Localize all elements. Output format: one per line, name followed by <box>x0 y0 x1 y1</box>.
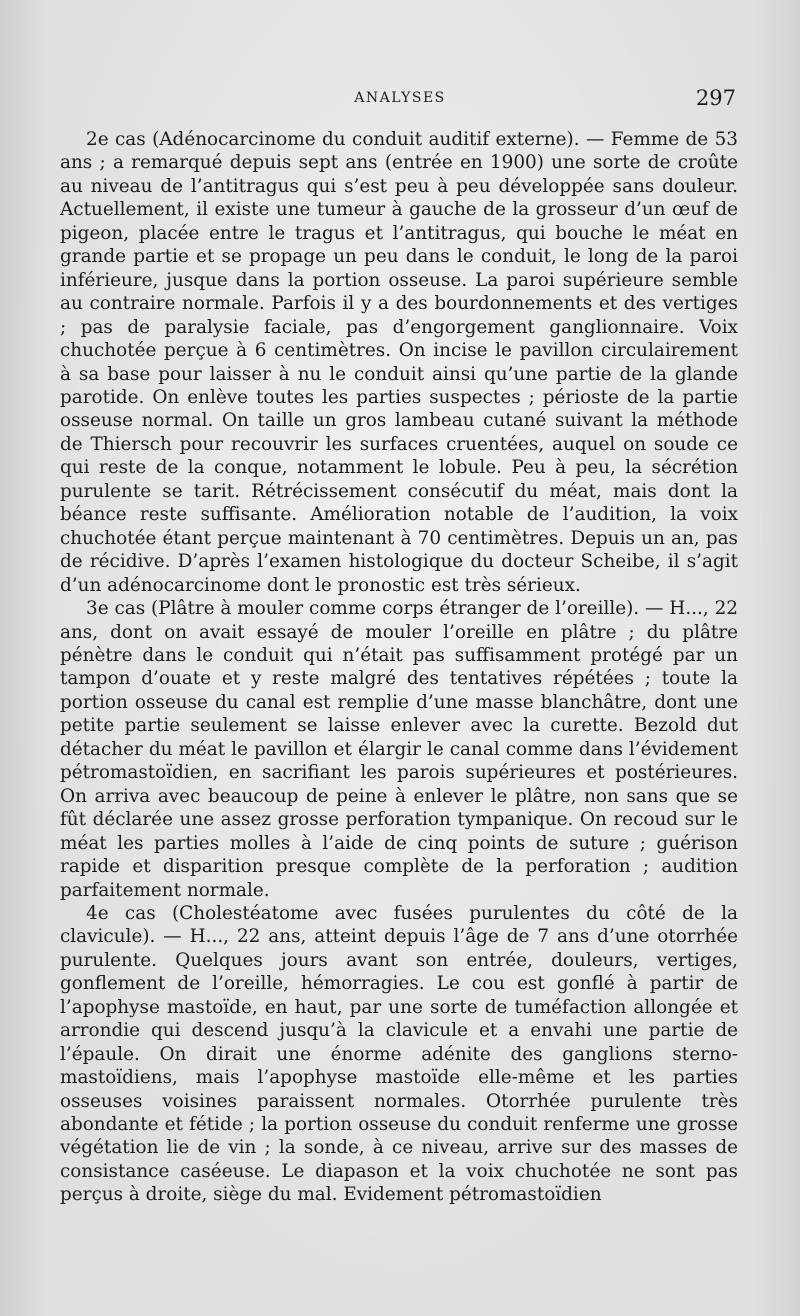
paragraph-case-4: 4e cas (Cholestéatome avec fusées purulentes du côté de la clavicule). — H..., 22 ans, atteint depuis l’âge de 7 ans d’une otorrhée purulente. Quelques jours avant son entrée, douleurs, vertiges, gonflement de l’oreille, hémorragies. Le cou est gonflé à partir de l’apophyse mastoïde, en haut, par une sorte de tuméfaction allongée et arrondie qui descend jusqu’à la clavicule et a envahi une partie de l’épaule. On dirait une énorme adénite des ganglions sterno-mastoïdiens, mais l’apophyse mastoïde elle-même et les parties osseuses voisines paraissent normales. Otorrhée purulente très abondante et fétide ; la portion osseuse du conduit renferme une grosse végétation lie de vin ; la sonde, à ce niveau, arrive sur des masses de consistance caséeuse. Le diapason et la voix chuchotée ne sont pas perçus à droite, siège du mal. Evidement pétromastoïdien <box>60 902 738 1206</box>
page-number: 297 <box>695 86 736 110</box>
page-header <box>62 86 738 116</box>
body-text <box>60 128 738 1207</box>
paragraph-case-2: 2e cas (Adénocarcinome du conduit auditif externe). — Femme de 53 ans ; a remarqué depuis sept ans (entrée en 1900) une sorte de croûte au niveau de l’antitragus qui s’est peu à peu développée sans douleur. Actuellement, il existe une tumeur à gauche de la grosseur d’un œuf de pigeon, placée entre le tragus et l’antitragus, qui bouche le méat en grande partie et se propage un peu dans le conduit, le long de la paroi inférieure, jusque dans la portion osseuse. La paroi supérieure semble au contraire normale. Parfois il y a des bourdonnements et des vertiges ; pas de paralysie faciale, pas d’engorgement ganglionnaire. Voix chuchotée perçue à 6 centimètres. On incise le pavillon circulairement à sa base pour laisser à nu le conduit ainsi qu’une partie de la glande parotide. On enlève toutes les parties suspectes ; périoste de la partie osseuse normal. On taille un gros lambeau cutané suivant la méthode de Thiersch pour recouvrir les surfaces cruentées, auquel on soude ce qui reste de la conque, notamment le lobule. Peu à peu, la sécrétion purulente se tarit. Rétrécissement consécutif du méat, mais dont la béance reste suffisante. Amélioration notable de l’audition, la voix chuchotée étant perçue maintenant à 70 centimètres. Depuis un an, pas de récidive. D’après l’examen histologique du docteur Scheibe, il s’agit d’un adénocarcinome dont le pronostic est très sérieux. <box>60 129 738 596</box>
paragraph-case-3: 3e cas (Plâtre à mouler comme corps étranger de l’oreille). — H..., 22 ans, dont on avait essayé de mouler l’oreille en plâtre ; du plâtre pénètre dans le conduit qui n’était pas suffisamment protégé par un tampon d’ouate et y reste malgré des tentatives répétées ; toute la portion osseuse du canal est remplie d’une masse blanchâtre, dont une petite partie seulement se laisse enlever avec la curette. Bezold dut détacher du méat le pavillon et élargir le canal comme dans l’évidement pétromastoïdien, en sacrifiant les parois supérieures et postérieures. On arriva avec beaucoup de peine à enlever le plâtre, non sans que se fût déclarée une assez grosse perforation tympanique. On recoud sur le méat les parties molles à l’aide de cinq points de suture ; guérison rapide et disparition presque complète de la perforation ; audition parfaitement normale. <box>60 598 738 901</box>
running-head: ANALYSES <box>354 90 446 106</box>
